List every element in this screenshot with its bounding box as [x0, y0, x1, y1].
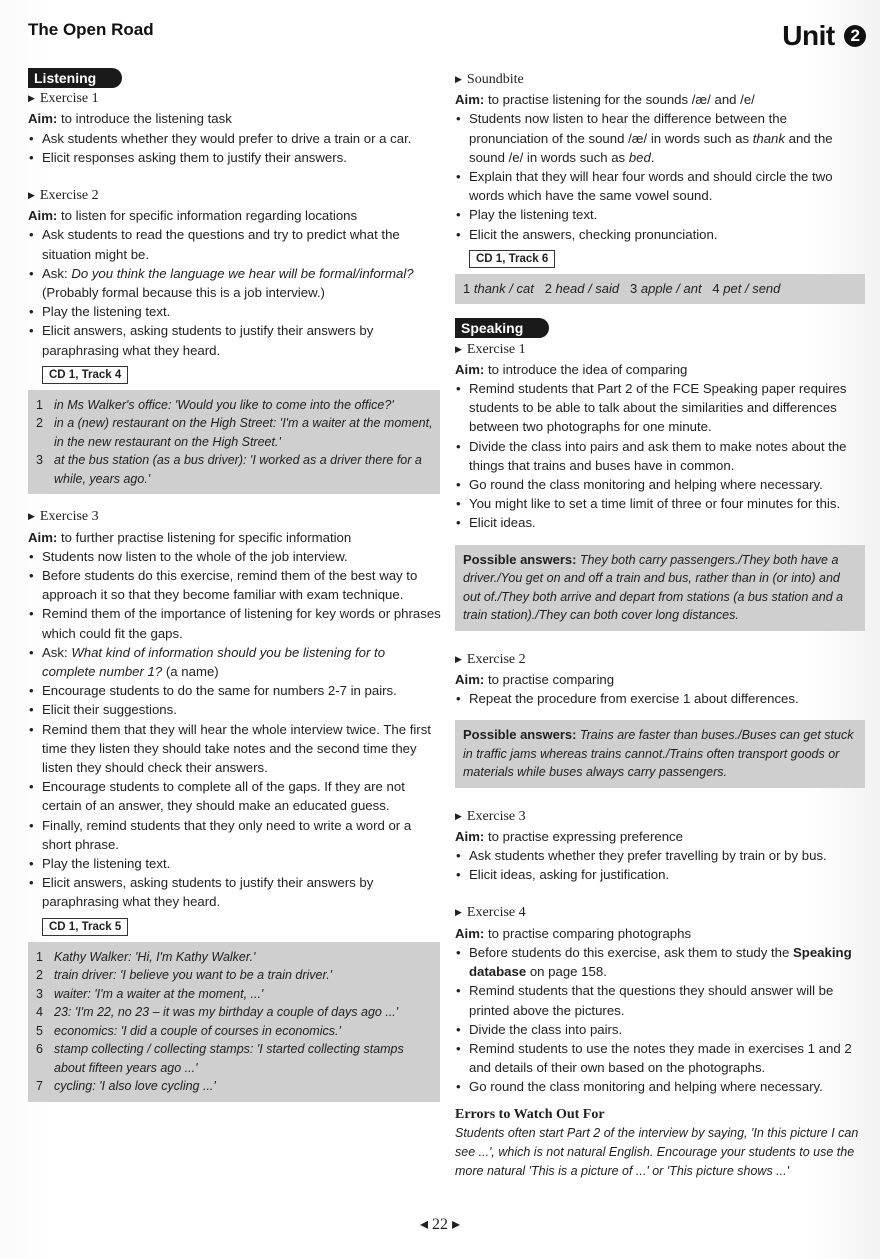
- answer-box: [28, 942, 440, 1102]
- triangle-icon: ▶: [455, 653, 462, 664]
- list-item: • Ask students whether they prefer travelling by train or by bus.: [455, 846, 865, 865]
- triangle-icon: ▶: [455, 343, 462, 354]
- possible-answers-box: Possible answers: They both carry passengers./They both have a driver./You get on and off a train and bus, rather than in (or into) and out of./They both arrive and depart from stations (a bus station and a train station)./They can both cover long distances.: [455, 545, 865, 631]
- right-column: [455, 66, 865, 1181]
- triangle-icon: ▶: [28, 93, 35, 104]
- page-title: The Open Road: [28, 20, 154, 39]
- triangle-icon: ▶: [455, 907, 462, 918]
- list-item: • Play the listening text.: [28, 302, 442, 321]
- list-item: • Finally, remind students that they only need to write a word or a short phrase.: [28, 816, 442, 854]
- aim-line: Aim: to practise comparing: [455, 671, 615, 687]
- bullet-list: [28, 547, 442, 912]
- list-item: • You might like to set a time limit of three or four minutes for this.: [455, 494, 865, 513]
- list-item: • Go round the class monitoring and helping where necessary.: [455, 1077, 865, 1096]
- bullet-list: [28, 225, 442, 359]
- aim-line: Aim: to practise comparing photographs: [455, 925, 692, 941]
- answer-item: 3 at the bus station (as a bus driver): 'I worked as a driver there for a while, years ago.': [36, 451, 434, 488]
- list-item: • Before students do this exercise, remind them of the best way to approach it so that they become familiar with exam technique.: [28, 566, 442, 604]
- answer-box: 1 thank / cat 2 head / said 3 apple / ant 4 pet / send: [455, 274, 865, 305]
- answer-item: 2 train driver: 'I believe you want to be a train driver.': [36, 966, 434, 985]
- triangle-icon: ▶: [28, 190, 35, 201]
- list-item: • Students now listen to hear the difference between the pronunciation of the sound /æ/ in words such as thank and the sound /e/ in words such as bed.: [455, 109, 865, 167]
- list-item: • Elicit answers, asking students to justify their answers by paraphrasing what they heard.: [28, 873, 442, 911]
- aim-line: Aim: to introduce the listening task: [28, 111, 232, 127]
- unit-label: [782, 20, 866, 52]
- bullet-list: [28, 129, 442, 167]
- list-item: • Divide the class into pairs and ask them to make notes about the things that trains and buses have in common.: [455, 437, 865, 475]
- page-number: ◂ 22 ▸: [419, 1216, 461, 1233]
- list-item: • Remind students that the questions they should answer will be printed above the pictures.: [455, 981, 865, 1019]
- list-item: • Encourage students to do the same for numbers 2-7 in pairs.: [28, 681, 442, 700]
- aim-line: Aim: to introduce the idea of comparing: [455, 361, 688, 377]
- answer-item: 3 waiter: 'I'm a waiter at the moment, ...': [36, 985, 434, 1004]
- speaking-exercise-1-heading: ▶ Exercise 1: [455, 341, 526, 357]
- list-item: • Remind students that Part 2 of the FCE Speaking paper requires students to be able to talk about the similarities and differences between two photographs for one minute.: [455, 379, 865, 437]
- list-item: • Remind them that they will hear the whole interview twice. The first time they listen they should take notes and the second time they listen they should check their answers.: [28, 720, 442, 778]
- cd-track-label: CD 1, Track 4: [42, 366, 128, 384]
- answer-item: 5 economics: 'I did a couple of courses in economics.': [36, 1022, 434, 1041]
- bullet-list: [455, 846, 865, 884]
- list-item: • Play the listening text.: [28, 854, 442, 873]
- list-item: • Encourage students to complete all of the gaps. If they are not certain of an answer, they should make an educated guess.: [28, 777, 442, 815]
- exercise-1-heading: ▶ Exercise 1: [28, 91, 99, 107]
- list-item: • Ask students to read the questions and try to predict what the situation might be.: [28, 225, 442, 263]
- aim-line: Aim: to practise expressing preference: [455, 828, 683, 844]
- section-label-listening: Listening: [28, 68, 122, 88]
- section-label-speaking: Speaking: [455, 318, 549, 338]
- triangle-icon: ▶: [455, 810, 462, 821]
- bullet-list: [455, 943, 865, 1097]
- possible-answers-box: Possible answers: Trains are faster than buses./Buses can get stuck in traffic jams whereas trains cannot./Trains often transport goods or materials while buses always carry passengers.: [455, 720, 865, 788]
- triangle-icon: ▶: [28, 511, 35, 522]
- list-item: • Elicit their suggestions.: [28, 700, 442, 719]
- bullet-list: [455, 689, 865, 708]
- list-item: • Divide the class into pairs.: [455, 1020, 865, 1039]
- unit-word: Unit: [782, 20, 835, 51]
- aim-line: Aim: to listen for specific information regarding locations: [28, 208, 358, 224]
- triangle-icon: ▶: [455, 74, 462, 84]
- list-item: • Ask: Do you think the language we hear will be formal/informal? (Probably formal because this is a job interview.): [28, 264, 442, 302]
- soundbite-heading: ▶ Soundbite: [455, 72, 524, 87]
- answer-item: 6 stamp collecting / collecting stamps: 'I started collecting stamps about fifteen years ago ...': [36, 1040, 434, 1077]
- answer-item: 1 Kathy Walker: 'Hi, I'm Kathy Walker.': [36, 948, 434, 967]
- list-item: • Before students do this exercise, ask them to study the Speaking database on page 158.: [455, 943, 865, 981]
- list-item: • Go round the class monitoring and helping where necessary.: [455, 475, 865, 494]
- exercise-2-heading: ▶ Exercise 2: [28, 188, 99, 204]
- speaking-exercise-4-heading: ▶ Exercise 4: [455, 905, 526, 921]
- answer-item: 1 in Ms Walker's office: 'Would you like to come into the office?': [36, 396, 434, 415]
- cd-track-label: CD 1, Track 5: [42, 918, 128, 936]
- list-item: • Students now listen to the whole of the job interview.: [28, 547, 442, 566]
- list-item: • Elicit answers, asking students to justify their answers by paraphrasing what they heard.: [28, 321, 442, 359]
- left-column: [28, 66, 442, 1102]
- aim-line: Aim: to practise listening for the sounds /æ/ and /e/: [455, 92, 755, 108]
- list-item: • Elicit responses asking them to justify their answers.: [28, 148, 442, 167]
- list-item: • Repeat the procedure from exercise 1 about differences.: [455, 689, 865, 708]
- answer-box: [28, 390, 440, 495]
- answer-item: 4 23: 'I'm 22, no 23 – it was my birthday a couple of days ago ...': [36, 1003, 434, 1022]
- list-item: • Play the listening text.: [455, 205, 865, 224]
- bullet-list: [455, 109, 865, 243]
- cd-track-label: CD 1, Track 6: [469, 250, 555, 268]
- errors-text: Students often start Part 2 of the interview by saying, 'In this picture I can see ...', which is not natural English. Encourage your students to use the more natural 'This is a picture of ...' or 'This picture shows ...': [455, 1125, 859, 1178]
- list-item: • Elicit the answers, checking pronunciation.: [455, 225, 865, 244]
- errors-heading: Errors to Watch Out For: [455, 1106, 605, 1122]
- list-item: • Remind them of the importance of listening for key words or phrases which could fit the gaps.: [28, 604, 442, 642]
- bullet-list: [455, 379, 865, 533]
- list-item: • Elicit ideas.: [455, 513, 865, 532]
- unit-number-badge: 2: [844, 25, 866, 47]
- speaking-exercise-3-heading: ▶ Exercise 3: [455, 808, 526, 824]
- list-item: • Ask students whether they would prefer to drive a train or a car.: [28, 129, 442, 148]
- answer-item: 7 cycling: 'I also love cycling ...': [36, 1077, 434, 1096]
- exercise-3-heading: ▶ Exercise 3: [28, 509, 99, 525]
- answer-item: 2 in a (new) restaurant on the High Street: 'I'm a waiter at the moment, in the new restaurant on the High Street.': [36, 414, 434, 451]
- speaking-exercise-2-heading: ▶ Exercise 2: [455, 651, 526, 667]
- list-item: • Elicit ideas, asking for justification.: [455, 865, 865, 884]
- list-item: • Remind students to use the notes they made in exercises 1 and 2 and details of their own based on the photographs.: [455, 1039, 865, 1077]
- list-item: • Explain that they will hear four words and should circle the two words which have the same vowel sound.: [455, 167, 865, 205]
- aim-line: Aim: to further practise listening for specific information: [28, 529, 352, 545]
- list-item: • Ask: What kind of information should you be listening for to complete number 1? (a name): [28, 643, 442, 681]
